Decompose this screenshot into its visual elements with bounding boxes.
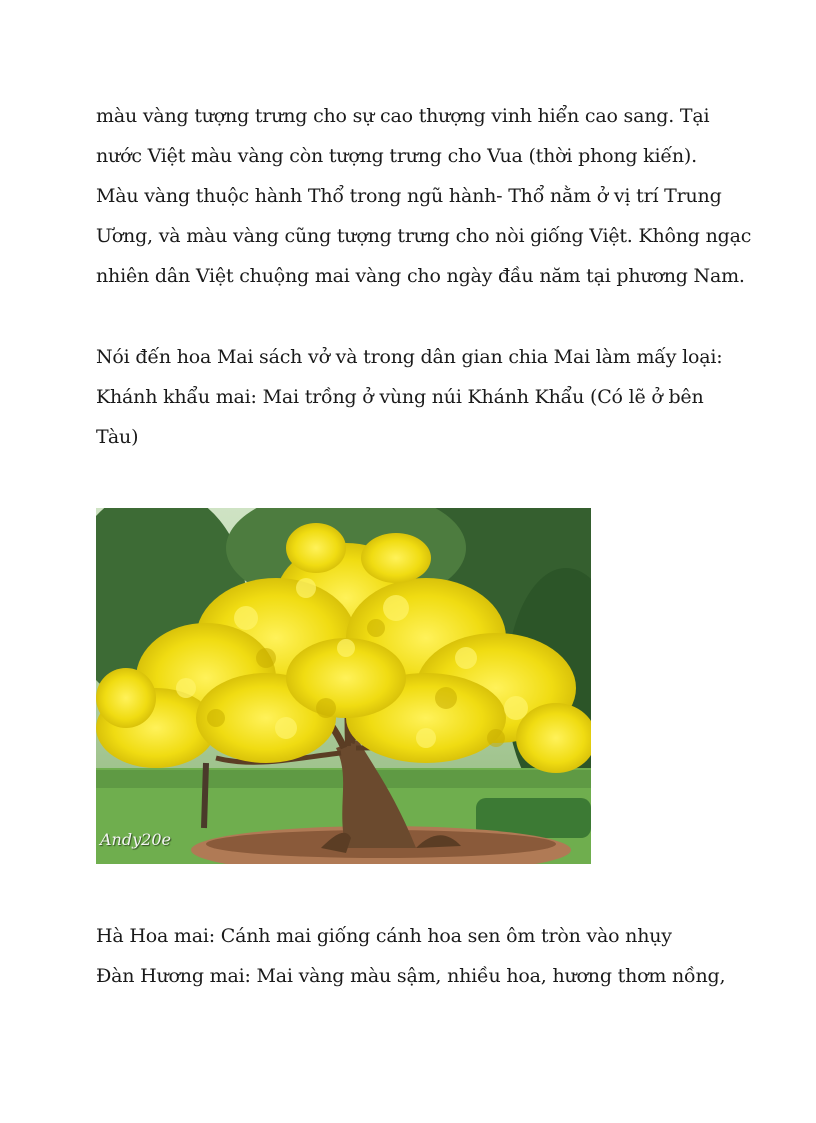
photo-watermark: Andy20e [100,830,171,849]
text-line: Màu vàng thuộc hành Thổ trong ngũ hành- Thổ nằm ở vị trí Trung [96,185,722,207]
text-line: Khánh khẩu mai: Mai trồng ở vùng núi Khánh Khẩu (Có lẽ ở bên [96,386,704,408]
text-line: Nói đến hoa Mai sách vở và trong dân gian chia Mai làm mấy loại: [96,346,723,368]
text-line: Tàu) [96,426,139,448]
text-line: nhiên dân Việt chuộng mai vàng cho ngày đầu năm tại phương Nam. [96,265,745,287]
paragraph-yellow-symbolism [96,96,776,296]
text-line: Đàn Hương mai: Mai vàng màu sậm, nhiều hoa, hương thơm nồng, [96,965,726,987]
text-line: Hà Hoa mai: Cánh mai giống cánh hoa sen ôm tròn vào nhụy [96,925,672,947]
mai-tree-illustration [96,508,591,864]
paragraph-mai-varieties [96,916,776,996]
text-line: màu vàng tượng trưng cho sự cao thượng vinh hiển cao sang. Tại [96,105,710,127]
text-line: nước Việt màu vàng còn tượng trưng cho Vua (thời phong kiến). [96,145,697,167]
paragraph-mai-types [96,337,776,457]
text-line: Ương, và màu vàng cũng tượng trưng cho nòi giống Việt. Không ngạc [96,225,752,247]
mai-tree-photo [96,508,591,864]
